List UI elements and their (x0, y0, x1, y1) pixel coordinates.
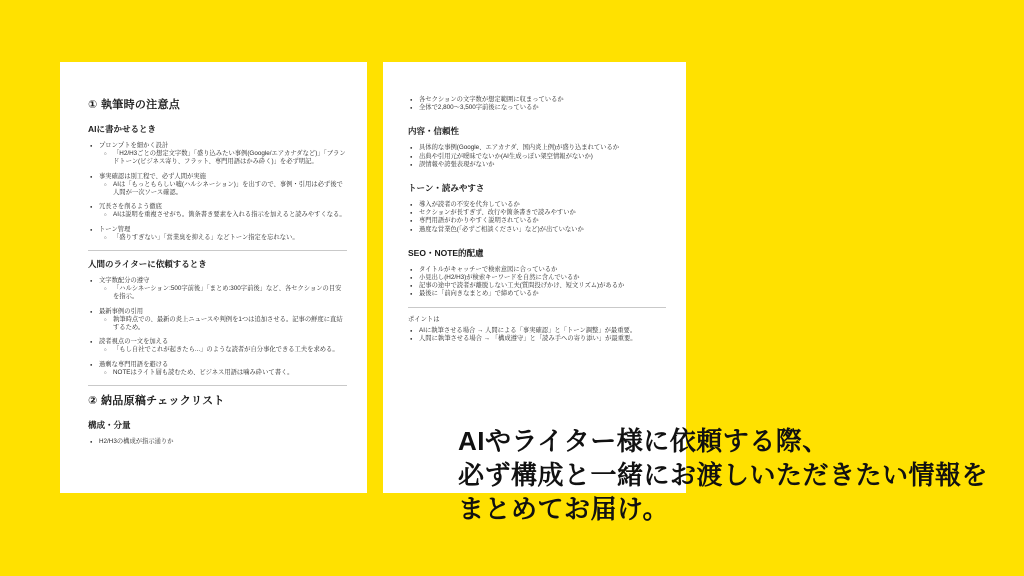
caption-line-3: まとめてお届け。 (458, 494, 669, 524)
bullet-item-text: 過剰な専門用語を避ける (99, 360, 169, 368)
bullet-item-text: 事実確認は別工程で、必ず人間が実施 (99, 172, 206, 180)
bullet-mark: ● (90, 204, 93, 210)
bullet-mark: ○ (104, 151, 107, 157)
bullet-item (88, 173, 347, 181)
section (88, 124, 347, 242)
bullet-mark: ○ (104, 347, 107, 353)
bullet-item (88, 142, 347, 150)
divider (88, 250, 347, 251)
section-title: トーン・読みやすさ (408, 183, 485, 194)
checklist-section-title: 構成・分量 (88, 420, 131, 431)
check-item (408, 161, 666, 169)
divider (408, 307, 666, 308)
bullet-group (88, 277, 347, 302)
bullet-subitem (88, 346, 347, 354)
right-page-sections (408, 126, 666, 298)
section-title: AIに書かせるとき (88, 124, 157, 134)
point-item-text: 人間に執筆させる場合 → 「構成遵守」と「読み手への寄り添い」が最重要。 (419, 335, 637, 343)
bullet-mark: ● (410, 275, 413, 281)
bullet-group (88, 308, 347, 333)
check-item-text: 各セクションの文字数が想定範囲に収まっているか (419, 96, 564, 103)
bullet-item (88, 226, 347, 234)
check-item-text: 具体的な事例(Google、エアカナダ、国内炎上例)が盛り込まれているか (419, 144, 620, 152)
check-item (408, 144, 666, 152)
divider (88, 385, 347, 386)
check-item (408, 201, 666, 209)
bullet-mark: ● (90, 143, 93, 148)
section-title: SEO・NOTE的配慮 (408, 247, 484, 258)
bullet-mark: ● (410, 218, 413, 224)
check-item-text: 導入が読者の不安を代弁しているか (419, 201, 520, 209)
bullet-mark: ● (90, 339, 93, 345)
checklist-items (88, 438, 347, 446)
bullet-mark: ○ (104, 234, 107, 240)
bullet-mark: ● (410, 327, 413, 333)
bullet-subitem-text: NOTEはライト層も読むため、ビジネス用語は噛み砕いて書く。 (113, 368, 294, 376)
bullet-mark: ● (90, 278, 93, 284)
bullet-mark: ● (410, 105, 413, 111)
bullet-subitem (88, 316, 347, 332)
bullet-item (88, 308, 347, 316)
check-item (408, 274, 666, 282)
check-item-text: 誤情報や誇張表現がないか (419, 160, 495, 168)
left-page-title: ① 執筆時の注意点 (88, 99, 181, 111)
bullet-subitem (88, 369, 347, 377)
section-title: 人間のライターに依頼するとき (88, 259, 207, 270)
bullet-subitem (88, 285, 347, 301)
bullet-item-text: トーン管理 (99, 225, 131, 233)
point-item (408, 327, 666, 335)
bullet-mark: ○ (104, 286, 107, 292)
section (408, 126, 666, 169)
bullet-subitem (88, 211, 347, 219)
bullet-subitem (88, 181, 347, 197)
check-item-text: 専門用語がわかりやすく説明されているか (419, 217, 539, 225)
bullet-subitem-text: AIは「もっともらしい嘘(ハルシネーション)」を出すので、事例・引用は必ず後で人間が一次ソース確認。 (113, 180, 343, 197)
check-item-text: 全体で2,800〜3,500字前後になっているか (419, 104, 539, 112)
bullet-mark: ○ (104, 212, 107, 218)
bullet-mark: ● (90, 361, 93, 367)
bullet-mark: ● (410, 291, 413, 297)
bullet-item-text: 文字数配分の遵守 (99, 277, 150, 285)
bullet-mark: ● (410, 266, 413, 272)
bullet-subitem-text: 「盛りすぎない」「営業臭を抑える」などトーン指定を忘れない。 (113, 233, 299, 241)
bullet-group (88, 203, 347, 219)
check-item-text: 記事の途中で読者が離脱しない工夫(質問投げかけ、短文リズム)があるか (419, 282, 625, 290)
check-item (408, 290, 666, 298)
document-page-left (60, 62, 367, 493)
check-item-text: 過度な営業色(「必ずご相談ください」など)が出ていないか (419, 225, 584, 233)
bullet-mark: ● (410, 283, 413, 289)
bullet-mark: ○ (104, 181, 107, 187)
left-page-sections (88, 124, 347, 386)
check-item-text: セクションが長すぎず、改行や箇条書きで読みやすいか (419, 209, 576, 217)
check-item (408, 153, 666, 161)
bullet-subitem-text: 「H2/H3ごとの想定文字数」「盛り込みたい事例(Google/エアカナダなど)」「ブランドトーン(ビジネス寄り、フラット、専門用語はかみ砕く)」を必ず明記。 (113, 150, 346, 166)
section (88, 259, 347, 377)
bullet-mark: ● (410, 97, 413, 102)
left-page-title-2: ② 納品原稿チェックリスト (88, 395, 225, 408)
section-title: 内容・信頼性 (408, 126, 460, 137)
bullet-mark: ● (90, 308, 93, 314)
check-item (408, 266, 666, 274)
point-item (408, 335, 666, 343)
check-item-text: 小見出し(H2/H3)が検索キーワードを自然に含んでいるか (419, 274, 580, 282)
bullet-item-text: プロンプトを細かく設計 (99, 142, 169, 149)
bullet-group (88, 226, 347, 242)
check-item (408, 226, 666, 234)
bullet-mark: ● (90, 439, 93, 445)
bullet-group (88, 338, 347, 354)
check-item (408, 217, 666, 225)
bullet-item-text: 最新事例の引用 (99, 307, 144, 315)
point-item-text: AIに執筆させる場合 → 人間による「事実確認」と「トーン調整」が最重要。 (419, 326, 637, 334)
bullet-subitem-text: 執筆時点での、最新の炎上ニュースや判例を1つは追加させる。記事の鮮度に直結するため。 (113, 315, 343, 332)
bullet-subitem-text: AIは説明を重複させがち。箇条書き要素を入れる指示を加えると読みやすくなる。 (113, 211, 346, 219)
right-page-top-items (408, 96, 666, 112)
bullet-mark: ● (410, 145, 413, 151)
check-item-text: 出典や引用元が曖昧でないか(AI生成っぽい架空情報がないか) (419, 152, 593, 160)
bullet-subitem-text: 「ハルシネーション:500字前後」「まとめ:300字前後」など、各セクションの目安を指示。 (113, 285, 342, 301)
check-item (408, 104, 666, 112)
bullet-group (88, 173, 347, 198)
checklist-item (88, 438, 347, 446)
bullet-item (88, 277, 347, 285)
check-item (408, 96, 666, 104)
bullet-mark: ● (410, 202, 413, 208)
bullet-group (88, 142, 347, 167)
bullet-mark: ● (410, 153, 413, 159)
check-item-text: タイトルがキャッチーで検索意図に合っているか (419, 265, 558, 273)
bullet-mark: ● (410, 161, 413, 167)
bullet-subitem-text: 「もし自社でこれが起きたら...」のような読者が自分事化できる工夫を求める。 (113, 346, 339, 354)
bullet-item-text: 冗長さを削るよう徹底 (99, 203, 162, 211)
section (408, 248, 666, 299)
checklist-item-text: H2/H3の構成が指示通りか (99, 438, 174, 446)
points-title: ポイントは (408, 315, 440, 323)
bullet-mark: ● (410, 336, 413, 342)
points-items (408, 327, 666, 343)
bullet-mark: ○ (104, 369, 107, 375)
caption-line-1: AIやライター様に依頼する際、 (458, 426, 829, 456)
check-item-text: 最後に「前向きなまとめ」で締めているか (419, 290, 539, 298)
bullet-item (88, 361, 347, 369)
bullet-mark: ● (90, 226, 93, 232)
bullet-group (88, 361, 347, 377)
caption (458, 424, 988, 526)
section (408, 183, 666, 234)
bullet-subitem (88, 150, 347, 166)
bullet-mark: ● (90, 173, 93, 179)
caption-line-2: 必ず構成と一緒にお渡しいただきたい情報を (458, 460, 989, 490)
bullet-mark: ● (410, 210, 413, 216)
bullet-mark: ○ (104, 316, 107, 322)
bullet-mark: ● (410, 226, 413, 232)
bullet-item-text: 読者視点の一文を加える (99, 338, 169, 346)
bullet-subitem (88, 234, 347, 242)
